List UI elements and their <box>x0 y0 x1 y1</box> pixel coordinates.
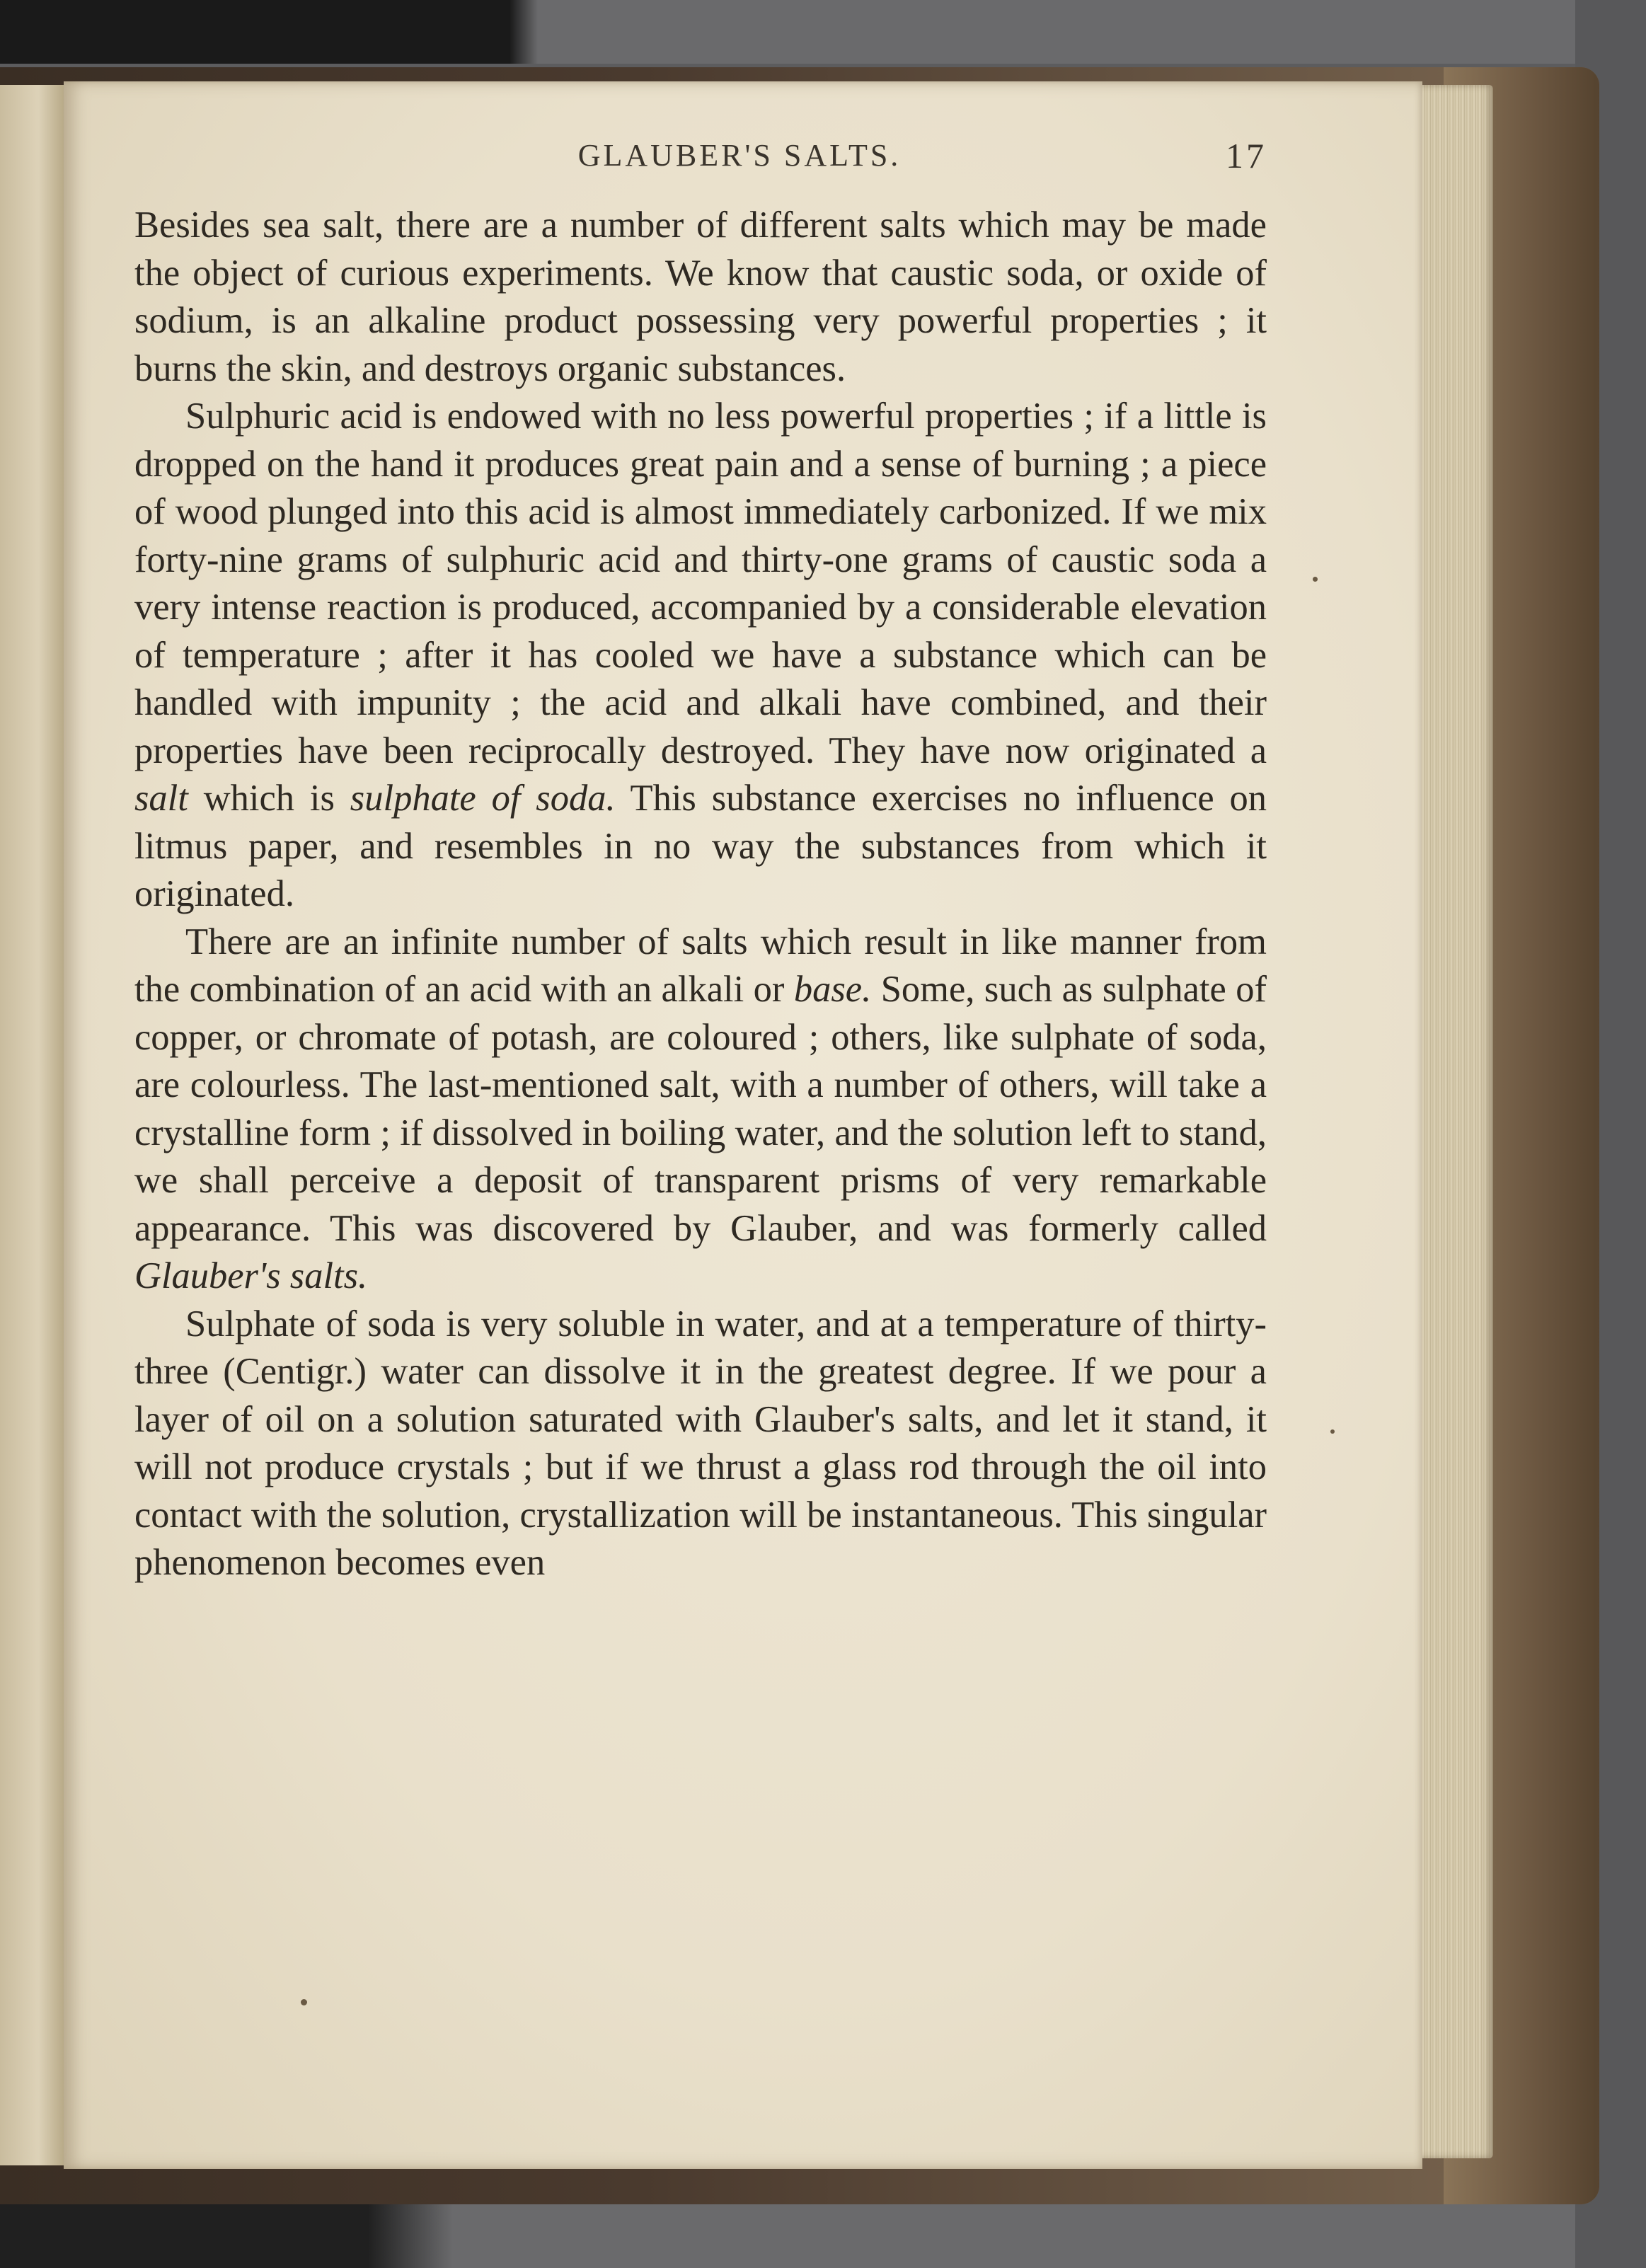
left-page-sliver <box>0 85 68 2165</box>
text-run: There are an infinite number of salts which result in like manner from the combination of an acid with an alkali or <box>134 921 1267 1010</box>
paragraph <box>134 919 1267 1301</box>
paragraph <box>134 1301 1267 1587</box>
italic-text: Glauber's salts. <box>134 1255 368 1296</box>
text-run: Sulphate of soda is very soluble in water, and at a temperature of thirty-three (Centigr.) water can dissolve it in the greatest degree. If we pour a layer of oil on a solution saturated with Glauber's salts, and let it stand, it will not produce crystals ; but if we thrust a glass rod through the oil into contact with the solution, crystallization will be instantaneous. This singular phenomenon becomes even <box>134 1303 1267 1583</box>
italic-text: base. <box>793 969 872 1010</box>
text-run: Sulphuric acid is endowed with no less powerful properties ; if a little is dropped on the hand it produces great pain and a sense of burning ; a piece of wood plunged into this acid is almost immediately carbonized. If we mix forty-nine grams of sulphuric acid and thirty-one grams of caustic soda a very intense reaction is produced, accompanied by a considerable elevation of temperature ; after it has cooled we have a substance which can be handled with impunity ; the acid and alkali have combined, and their properties have been reciprocally destroyed. They have now originated a <box>134 396 1267 771</box>
body-text <box>134 202 1267 1587</box>
running-title: GLAUBER'S SALTS. <box>577 138 902 173</box>
text-run: This substance exercises no influence on litmus paper, and resembles in no way the substances from which it originated. <box>134 778 1267 914</box>
paragraph <box>134 202 1267 393</box>
paper-speck <box>301 1999 307 2005</box>
running-head <box>212 131 1267 180</box>
page-number: 17 <box>1226 136 1267 175</box>
text-run: which is <box>188 778 350 819</box>
background-top <box>0 0 1646 64</box>
italic-text: sulphate of soda. <box>350 778 616 819</box>
text-run: Some, such as sulphate of copper, or chromate of potash, are coloured ; others, like sulphate of soda, are colourless. The last-mentioned salt, with a number of others, will take a crystalline form ; if dissolved in boiling water, and the solution left to stand, we shall perceive a deposit of transparent prisms of very remarkable appearance. This was discovered by Glauber, and was formerly called <box>134 969 1267 1249</box>
paper-speck <box>1330 1429 1335 1434</box>
italic-text: salt <box>134 778 188 819</box>
text-run: Besides sea salt, there are a number of different salts which may be made the object of curious experiments. We know that caustic soda, or oxide of sodium, is an alkaline product possessing very powerful properties ; it burns the skin, and destroys organic substances. <box>134 205 1267 389</box>
paper-speck <box>1313 577 1318 582</box>
paragraph <box>134 393 1267 919</box>
